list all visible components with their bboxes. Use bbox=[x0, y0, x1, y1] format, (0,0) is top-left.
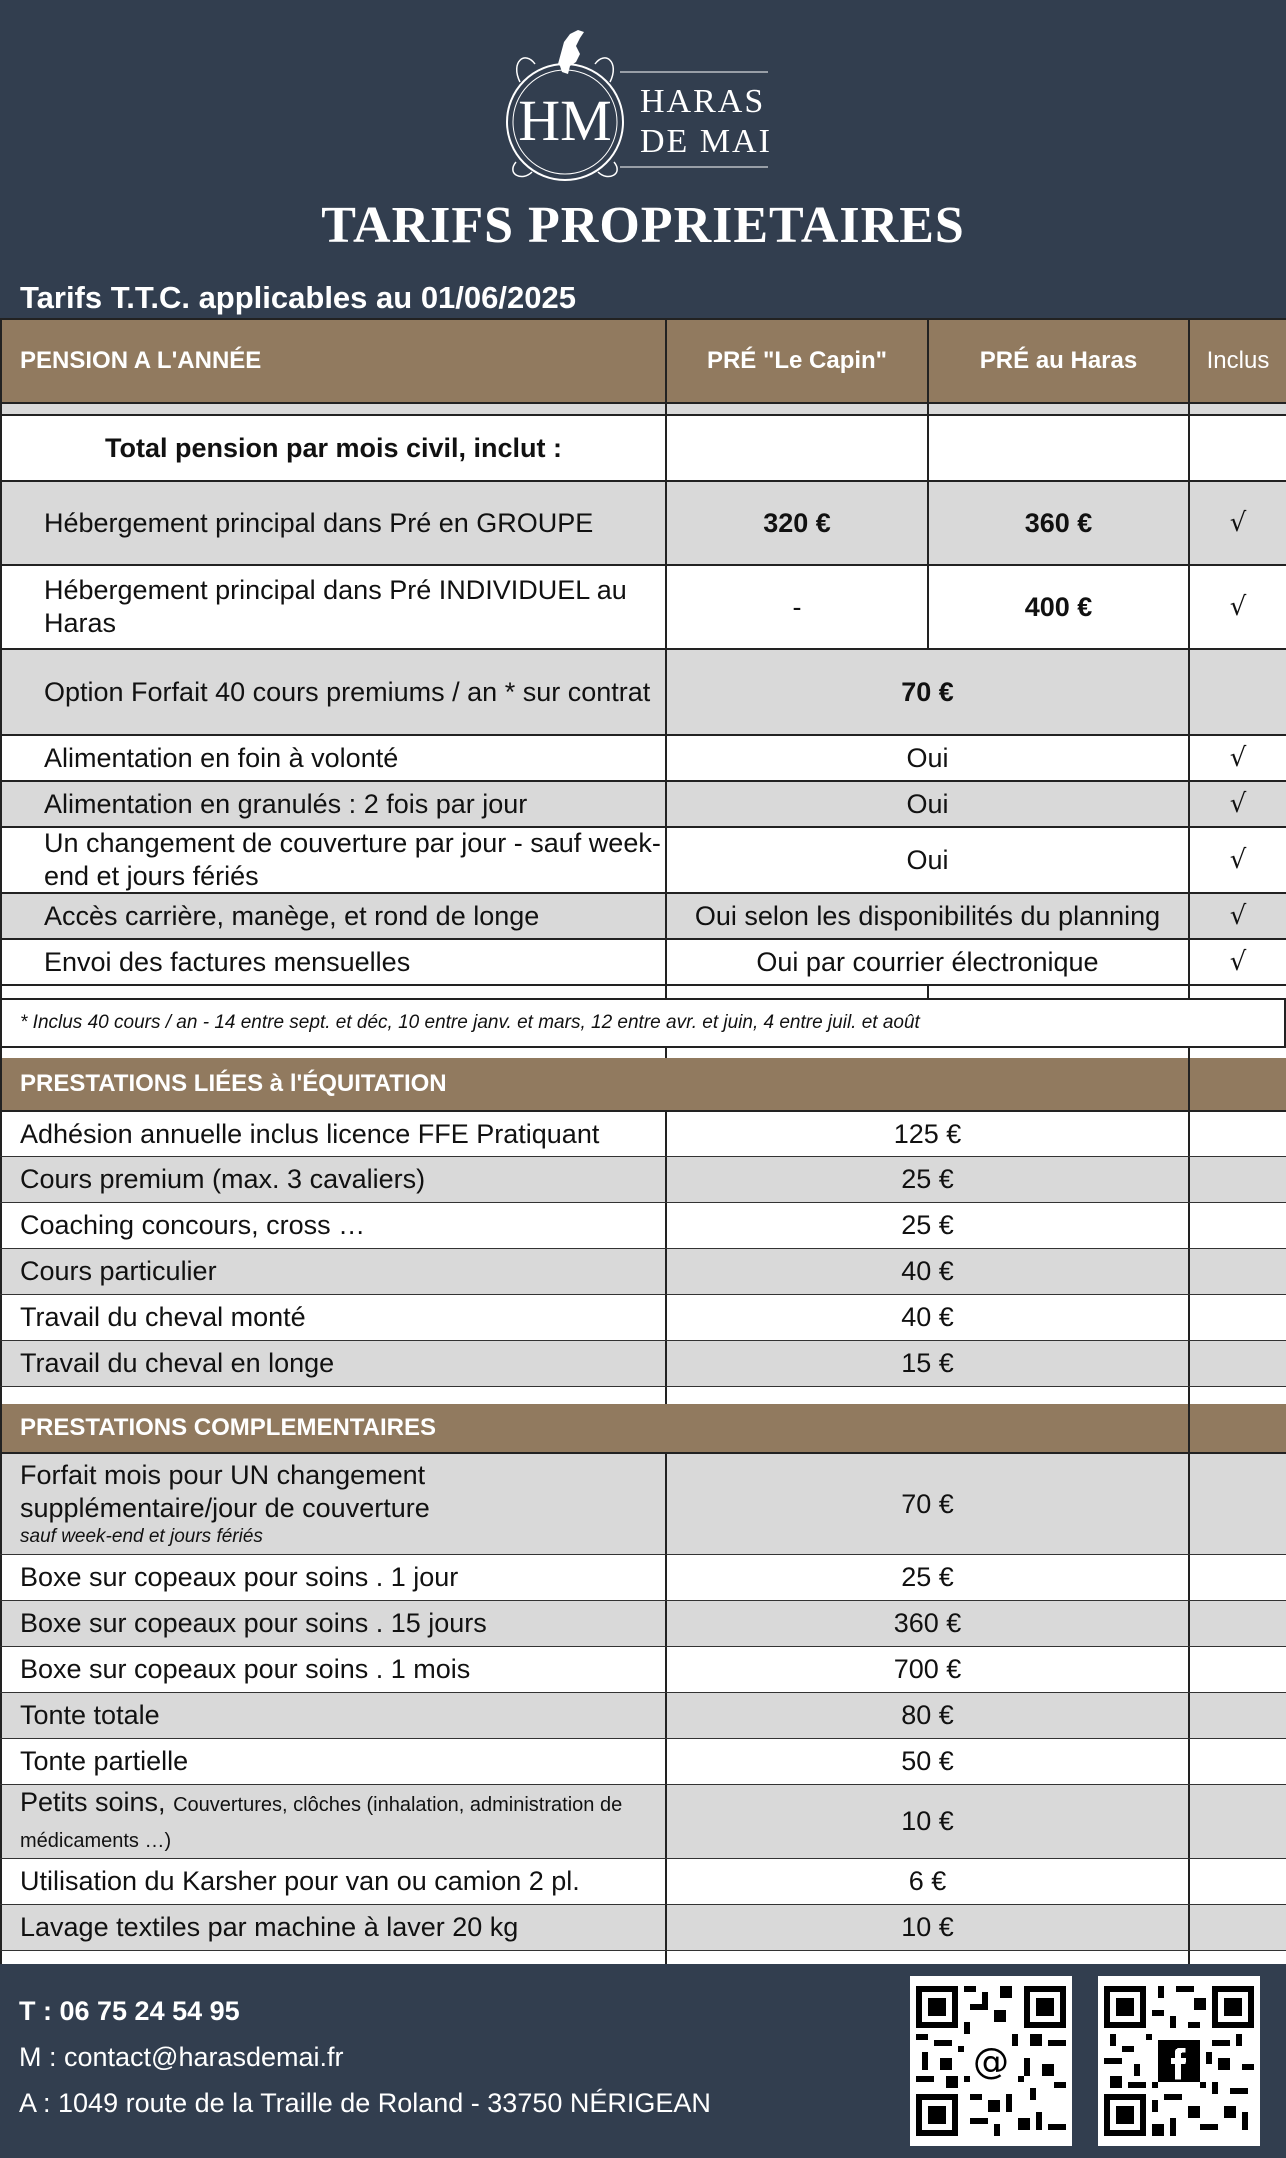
row-label: Cours premium (max. 3 cavaliers) bbox=[20, 1164, 426, 1194]
price-haras: 360 € bbox=[1024, 507, 1093, 538]
row-value: 80 € bbox=[901, 1700, 954, 1730]
row-label: Option Forfait 40 cours premiums / an * sur contrat bbox=[44, 676, 651, 707]
pension-row-factures bbox=[0, 940, 1286, 986]
row-label: Cours particulier bbox=[20, 1256, 217, 1286]
complementaires-row bbox=[0, 1554, 1286, 1600]
contact-phone[interactable]: T : 06 75 24 54 95 bbox=[19, 1996, 240, 2026]
complementaires-row bbox=[0, 1784, 1286, 1858]
pension-row-foin bbox=[0, 736, 1286, 782]
row-label: Hébergement principal dans Pré en GROUPE bbox=[44, 507, 594, 538]
pension-header-label: PENSION A L'ANNÉE bbox=[0, 320, 667, 402]
pension-header-inclus: Inclus bbox=[1206, 347, 1270, 374]
row-value: 70 € bbox=[901, 1488, 954, 1519]
logo-name-line2: DE MAI bbox=[640, 123, 772, 160]
row-note: sauf week-end et jours fériés bbox=[20, 1526, 263, 1547]
included-check-icon: √ bbox=[1229, 743, 1247, 773]
row-label: Travail du cheval en longe bbox=[20, 1348, 335, 1378]
row-value: Oui bbox=[906, 742, 949, 773]
row-value: Oui par courrier électronique bbox=[756, 946, 1099, 977]
equitation-row bbox=[0, 1110, 1286, 1156]
row-label: Travail du cheval monté bbox=[20, 1302, 306, 1332]
row-label: Tonte partielle bbox=[20, 1746, 189, 1776]
included-check-icon: √ bbox=[1229, 592, 1247, 622]
row-label: Boxe sur copeaux pour soins . 15 jours bbox=[20, 1608, 487, 1638]
equitation-row bbox=[0, 1294, 1286, 1340]
row-label: Lavage textiles par machine à laver 20 kg bbox=[20, 1912, 519, 1942]
page-title: TARIFS PROPRIETAIRES bbox=[321, 197, 965, 254]
row-label: Accès carrière, manège, et rond de longe bbox=[44, 900, 540, 931]
pension-row-acces bbox=[0, 894, 1286, 940]
complementaires-row bbox=[0, 1858, 1286, 1904]
row-value: 700 € bbox=[893, 1654, 962, 1684]
price-haras: 400 € bbox=[1024, 591, 1093, 622]
row-label: Alimentation en granulés : 2 fois par jour bbox=[44, 788, 528, 819]
row-label: Coaching concours, cross … bbox=[20, 1210, 366, 1240]
included-check-icon: √ bbox=[1229, 901, 1247, 931]
row-value: Oui bbox=[906, 844, 949, 875]
row-value: 25 € bbox=[901, 1562, 954, 1592]
logo-name-line1: HARAS bbox=[640, 83, 766, 120]
contact-email[interactable]: M : contact@harasdemai.fr bbox=[19, 2042, 344, 2072]
pension-row-granules bbox=[0, 782, 1286, 828]
pension-row-individuel bbox=[0, 566, 1286, 650]
spacer-row bbox=[0, 986, 1286, 1000]
equitation-row bbox=[0, 1248, 1286, 1294]
footnote-row bbox=[0, 1000, 1286, 1046]
header-banner bbox=[0, 0, 1286, 318]
pension-row-couverture bbox=[0, 828, 1286, 894]
pension-header-haras: PRÉ au Haras bbox=[929, 320, 1190, 402]
row-value: Oui bbox=[906, 788, 949, 819]
spacer-row bbox=[0, 404, 1286, 416]
spacer-row bbox=[0, 1046, 1286, 1058]
included-check-icon: √ bbox=[1229, 845, 1247, 875]
row-value: 40 € bbox=[901, 1256, 954, 1286]
row-label: Un changement de couverture par jour - sauf week-end et jours fériés bbox=[44, 828, 661, 891]
row-label: Alimentation en foin à volonté bbox=[44, 742, 399, 773]
row-label: Hébergement principal dans Pré INDIVIDUEL au Haras bbox=[44, 575, 627, 638]
contact-address: A : 1049 route de la Traille de Roland - 33750 NÉRIGEAN bbox=[19, 2088, 711, 2118]
complementaires-row bbox=[0, 1738, 1286, 1784]
row-label: Forfait mois pour UN changement supplémentaire/jour de couverture sauf week-end et jours fériés bbox=[2, 1459, 665, 1549]
row-value: 25 € bbox=[901, 1210, 954, 1240]
spacer-row bbox=[0, 1386, 1286, 1404]
complementaires-row bbox=[0, 1692, 1286, 1738]
row-value: 15 € bbox=[901, 1348, 954, 1378]
spacer-row bbox=[0, 1950, 1286, 1964]
pension-row-groupe bbox=[0, 482, 1286, 566]
equitation-row bbox=[0, 1340, 1286, 1386]
row-value: 6 € bbox=[908, 1866, 947, 1896]
row-value: 10 € bbox=[901, 1912, 954, 1942]
complementaires-row bbox=[0, 1646, 1286, 1692]
complementaires-header-row bbox=[0, 1404, 1286, 1452]
row-label: Boxe sur copeaux pour soins . 1 mois bbox=[20, 1654, 471, 1684]
pension-row-option-forfait bbox=[0, 650, 1286, 736]
logo-monogram: HM bbox=[518, 88, 612, 153]
price-capin: - bbox=[792, 591, 802, 622]
included-check-icon: √ bbox=[1229, 789, 1247, 819]
row-value: 125 € bbox=[893, 1118, 962, 1149]
pension-header-capin: PRÉ "Le Capin" bbox=[667, 320, 929, 402]
complementaires-header-label: PRESTATIONS COMPLEMENTAIRES bbox=[20, 1414, 437, 1441]
row-label: Adhésion annuelle inclus licence FFE Pratiquant bbox=[20, 1118, 600, 1149]
qr-code-email[interactable] bbox=[910, 1976, 1072, 2146]
included-check-icon: √ bbox=[1229, 947, 1247, 977]
complementaires-row bbox=[0, 1452, 1286, 1554]
row-value: 50 € bbox=[901, 1746, 954, 1776]
total-pension-label: Total pension par mois civil, inclut : bbox=[0, 416, 667, 480]
row-value: 10 € bbox=[901, 1806, 954, 1836]
validity-date: Tarifs T.T.C. applicables au 01/06/2025 bbox=[20, 280, 576, 315]
row-label: Tonte totale bbox=[20, 1700, 160, 1730]
total-pension-row bbox=[0, 416, 1286, 482]
row-label: Petits soins, Couvertures, clôches (inhalation, administration de médicaments …) bbox=[20, 1786, 623, 1852]
included-check-icon: √ bbox=[1229, 508, 1247, 538]
pension-header-row bbox=[0, 318, 1286, 404]
row-value: 40 € bbox=[901, 1302, 954, 1332]
row-label: Envoi des factures mensuelles bbox=[44, 946, 411, 977]
complementaires-row bbox=[0, 1904, 1286, 1950]
row-value: 25 € bbox=[901, 1164, 954, 1194]
contact-footer bbox=[0, 1964, 1286, 2158]
equitation-row bbox=[0, 1202, 1286, 1248]
qr-code-facebook[interactable] bbox=[1098, 1976, 1260, 2146]
haras-de-mai-logo bbox=[480, 12, 780, 184]
price-capin: 320 € bbox=[763, 507, 831, 538]
rearing-horse-icon bbox=[558, 30, 584, 74]
at-sign-icon: @ bbox=[973, 2041, 1009, 2083]
row-label: Utilisation du Karsher pour van ou camion 2 pl. bbox=[20, 1866, 580, 1896]
row-detail: Couvertures, clôches (inhalation, administration de médicaments …) bbox=[20, 1793, 623, 1852]
row-label: Boxe sur copeaux pour soins . 1 jour bbox=[20, 1562, 459, 1592]
equitation-header-label: PRESTATIONS LIÉES à l'ÉQUITATION bbox=[20, 1070, 447, 1097]
footnote: * Inclus 40 cours / an - 14 entre sept. et déc, 10 entre janv. et mars, 12 entre avr. et juin, 4 entre juil. et août bbox=[20, 1012, 920, 1033]
row-value: 70 € bbox=[901, 676, 954, 707]
equitation-header-row bbox=[0, 1058, 1286, 1110]
row-value: Oui selon les disponibilités du planning bbox=[694, 900, 1161, 931]
equitation-row bbox=[0, 1156, 1286, 1202]
row-value: 360 € bbox=[893, 1608, 962, 1638]
complementaires-row bbox=[0, 1600, 1286, 1646]
